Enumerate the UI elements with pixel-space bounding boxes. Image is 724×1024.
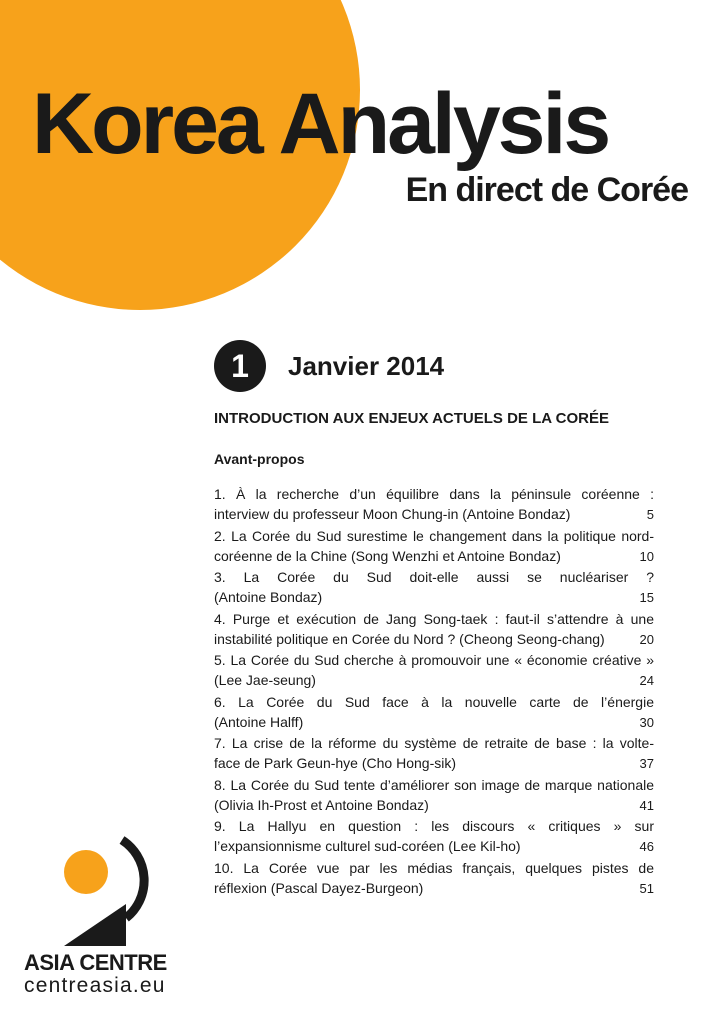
toc-entry: [214, 775, 654, 817]
toc-page-number: 20: [639, 631, 654, 647]
toc-page-number: 51: [639, 880, 654, 896]
toc-entry-title: 2. La Corée du Sud surestime le changement dans la politique nord-: [214, 527, 654, 544]
toc-entry: [214, 609, 654, 651]
toc-entry-title: 3. La Corée du Sud doit-elle aussi se nucléariser ?: [214, 569, 654, 585]
toc-entry: [214, 733, 654, 775]
toc-page-number: 41: [639, 797, 654, 813]
toc-entry-title-cont: (Lee Jae-seung): [214, 672, 316, 688]
toc-entry: [214, 526, 654, 568]
toc-entry-title-cont: interview du professeur Moon Chung-in (Antoine Bondaz): [214, 506, 571, 522]
publication-title: Korea Analysis: [32, 76, 609, 172]
toc-entry-title: 8. La Corée du Sud tente d’améliorer son image de marque nationale: [214, 776, 654, 793]
table-of-contents: [214, 484, 654, 899]
toc-page-number: 5: [646, 507, 654, 522]
toc-entry-title: 1. À la recherche d’un équilibre dans la péninsule coréenne :: [214, 486, 654, 502]
toc-entry-title: 9. La Hallyu en question : les discours « critiques » sur: [214, 818, 654, 834]
issue-date: Janvier 2014: [288, 350, 445, 381]
toc-page-number: 46: [639, 839, 654, 854]
toc-entry-title: 7. La crise de la réforme du système de retraite de base : la volte-: [214, 735, 654, 751]
publication-subtitle: En direct de Corée: [405, 171, 688, 209]
toc-entry-title-cont: (Antoine Halff): [214, 713, 304, 730]
toc-entry: [214, 567, 654, 609]
toc-page-number: 30: [639, 714, 654, 730]
toc-entry-title: 5. La Corée du Sud cherche à promouvoir une « économie créative »: [214, 652, 654, 668]
toc-entry-title-cont: (Antoine Bondaz): [214, 589, 323, 605]
toc-entry-title-cont: (Olivia Ih-Prost et Antoine Bondaz): [214, 796, 429, 813]
issue-header: [214, 340, 444, 392]
toc-entry: [214, 858, 654, 900]
toc-page-number: 10: [639, 548, 654, 564]
asia-centre-logo: [24, 832, 194, 1002]
toc-entry-title-cont: coréenne de la Chine (Song Wenzhi et Antoine Bondaz): [214, 547, 561, 564]
toc-entry: [214, 816, 654, 858]
toc-entry-title: 4. Purge et exécution de Jang Song-taek : faut-il s’attendre à une: [214, 610, 654, 627]
section-heading: INTRODUCTION AUX ENJEUX ACTUELS DE LA CORÉE: [214, 410, 610, 427]
logo-url: centreasia.eu: [24, 974, 166, 997]
asia-centre-logo-icon: [44, 832, 154, 950]
toc-page-number: 24: [639, 673, 654, 688]
toc-entry: [214, 484, 654, 526]
toc-entry-title-cont: réflexion (Pascal Dayez-Burgeon): [214, 879, 424, 896]
toc-entry: [214, 650, 654, 692]
toc-entry: [214, 692, 654, 734]
toc-page-number: 37: [639, 756, 654, 771]
toc-entry-title: 10. La Corée vue par les médias français, quelques pistes de: [214, 859, 654, 876]
toc-page-number: 15: [639, 590, 654, 605]
logo-name: ASIA CENTRE: [24, 950, 167, 975]
foreword-heading: Avant-propos: [214, 451, 305, 467]
toc-entry-title-cont: instabilité politique en Corée du Nord ? (Cheong Seong-chang): [214, 630, 605, 647]
issue-number-badge: 1: [214, 340, 266, 392]
toc-entry-title-cont: l’expansionnisme culturel sud-coréen (Lee Kil-ho): [214, 838, 521, 854]
toc-entry-title: 6. La Corée du Sud face à la nouvelle carte de l’énergie: [214, 693, 654, 710]
toc-entry-title-cont: face de Park Geun-hye (Cho Hong-sik): [214, 755, 456, 771]
